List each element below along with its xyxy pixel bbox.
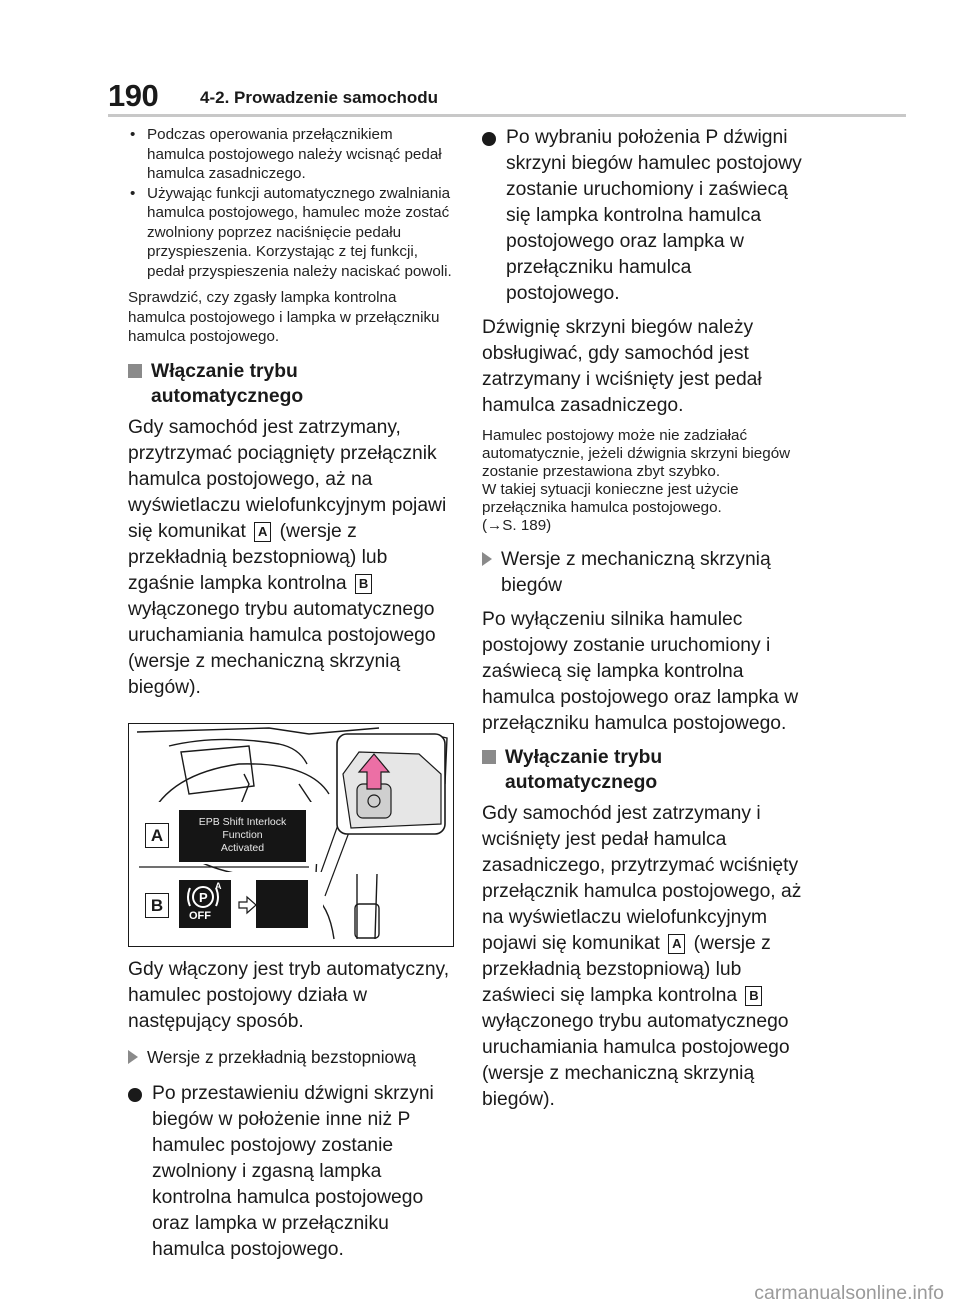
display-message-line1: EPB Shift Interlock Function bbox=[198, 816, 287, 841]
parking-brake-illustration bbox=[128, 723, 454, 947]
square-bullet-icon bbox=[128, 364, 142, 378]
dot-paragraph bbox=[482, 125, 807, 307]
disable-auto-paragraph bbox=[482, 801, 807, 1113]
variant-text: Wersje z mechaniczną skrzynią biegów bbox=[501, 549, 771, 596]
watermark: carmanualsonline.info bbox=[754, 1282, 944, 1304]
display-message-line2: Activated bbox=[220, 842, 265, 854]
indicator-off-blank bbox=[256, 880, 308, 928]
paragraph-text: wyłączonego trybu automatycznego uruchamiania hamulca postojowego (wersje z mechaniczną skrzynią biegów). bbox=[482, 1011, 790, 1110]
header-divider bbox=[108, 114, 906, 117]
check-note: Sprawdzić, czy zgasły lampka kontrolna hamulca postojowego i lampka w przełączniku hamulca postojowego. bbox=[128, 289, 440, 345]
auto-mode-paragraph: Gdy włączony jest tryb automatyczny, hamulec postojowy działa w następujący sposób. bbox=[128, 958, 450, 1032]
lever-paragraph: Dźwignię skrzyni biegów należy obsługiwać, gdy samochód jest zatrzymany i wciśnięty jest pedał hamulca zasadniczego. bbox=[482, 317, 762, 416]
small-note-text: Hamulec postojowy może nie zadziałać automatycznie, jeżeli dźwignia skrzyni biegów zostanie przestawiona zbyt szybko. bbox=[482, 427, 791, 480]
paragraph-text: Gdy samochód jest zatrzymany i wciśnięty jest pedał hamulca zasadniczego, przytrzymać wciśnięty przełącznik hamulca postojowego, aż na wyświetlaczu wielofunkcyjnym pojawi się komunikat bbox=[482, 803, 802, 954]
left-column bbox=[128, 125, 453, 1271]
tag-b: B bbox=[355, 574, 372, 594]
dot-paragraph-text: Po wybraniu położenia P dźwigni skrzyni biegów hamulec postojowy zostanie uruchomiony i zaświecą się lampka kontrolna hamulca postojowego oraz lampka w przełączniku hamulca postojowego. bbox=[506, 127, 802, 304]
page-reference: (→S. 189) bbox=[482, 517, 552, 534]
label-b: B bbox=[145, 893, 169, 918]
dot-bullet-icon bbox=[128, 1088, 142, 1102]
mid-display-message bbox=[179, 810, 306, 862]
off-label: OFF bbox=[189, 909, 211, 922]
triangle-bullet-icon bbox=[482, 552, 492, 566]
list-item: • Używając funkcji automatycznego zwalniania hamulca postojowego, hamulec może zostać zwolniony poprzez naciśnięcie pedału przyspieszenia. Korzystając z tej funkcji, pedał przyspieszenia należy naciskać powoli. bbox=[128, 184, 453, 282]
parking-p-letter: P bbox=[199, 889, 208, 905]
switch-callout bbox=[337, 734, 445, 834]
small-note-text: W takiej sytuacji konieczne jest użycie przełącznika hamulca postojowego. bbox=[482, 481, 739, 516]
heading-text: Włączanie trybu automatycznego bbox=[151, 360, 304, 407]
heading-disable-auto bbox=[482, 745, 807, 795]
dot-bullet-icon bbox=[482, 132, 496, 146]
right-column bbox=[482, 125, 807, 1121]
variant-text: Wersje z przekładnią bezstopniową bbox=[147, 1046, 417, 1067]
dot-paragraph bbox=[128, 1081, 453, 1263]
paragraph-text: (wersje z przekładnią bezstopniową) lub zaświeci się lampka kontrolna bbox=[482, 933, 771, 1006]
small-note bbox=[482, 427, 807, 535]
indicator-auto-p-off bbox=[179, 880, 231, 928]
square-bullet-icon bbox=[482, 750, 496, 764]
paragraph-text: Gdy samochód jest zatrzymany, przytrzymać pociągnięty przełącznik hamulca postojowego, aż na wyświetlaczu wielofunkcyjnym pojawi się komunikat bbox=[128, 416, 447, 542]
page-number: 190 bbox=[108, 78, 159, 113]
paragraph-text: (wersje z przekładnią bezstopniową) lub zgaśnie lampka kontrolna bbox=[128, 520, 388, 594]
paragraph-text: wyłączonego trybu automatycznego uruchamiania hamulca postojowego (wersje z mechaniczną skrzynią biegów). bbox=[128, 598, 436, 698]
enable-auto-paragraph bbox=[128, 415, 453, 701]
parking-a-letter: A bbox=[215, 880, 222, 891]
tag-a: A bbox=[254, 522, 271, 542]
variant-manual bbox=[482, 547, 807, 599]
bullet-list bbox=[128, 125, 453, 281]
heading-enable-auto bbox=[128, 359, 453, 409]
tag-a: A bbox=[668, 934, 685, 954]
tag-b: B bbox=[745, 986, 762, 1006]
triangle-bullet-icon bbox=[128, 1050, 138, 1064]
label-a: A bbox=[145, 823, 169, 848]
section-title: 4-2. Prowadzenie samochodu bbox=[200, 88, 439, 107]
list-item: • Podczas operowania przełącznikiem hamulca postojowego należy wcisnąć pedał hamulca zasadniczego. bbox=[128, 125, 453, 184]
dot-paragraph-text: Po przestawieniu dźwigni skrzyni biegów w położenie inne niż P hamulec postojowy zostanie zwolniony i zgasną lampka kontrolna hamulca postojowego oraz lampka w przełączniku hamulca postojowego. bbox=[152, 1082, 434, 1260]
engine-off-paragraph: Po wyłączeniu silnika hamulec postojowy zostanie uruchomiony i zaświecą się lampka kontrolna hamulca postojowego oraz lampka w przełączniku hamulca postojowego. bbox=[482, 609, 799, 734]
page-header bbox=[108, 78, 906, 120]
variant-cvt bbox=[128, 1045, 453, 1069]
heading-text: Wyłączanie trybu automatycznego bbox=[505, 747, 663, 793]
